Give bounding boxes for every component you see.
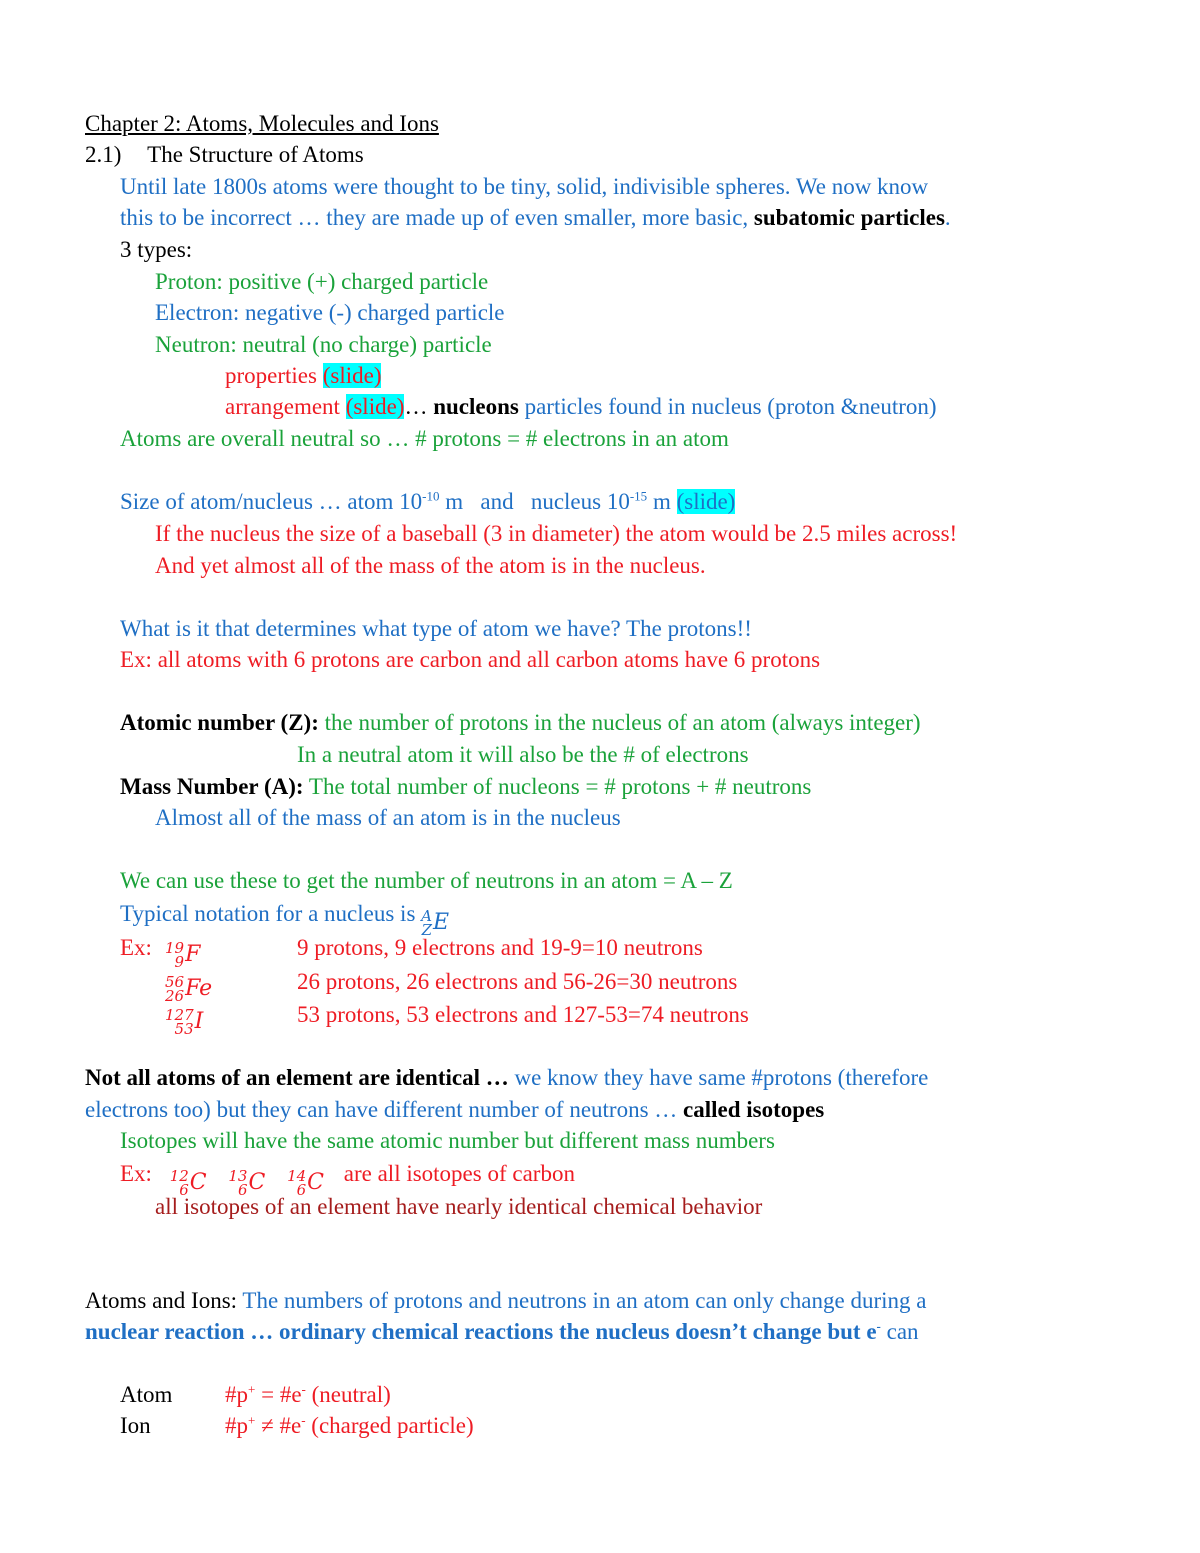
example-1-atomic: 9 bbox=[174, 953, 185, 971]
carbon-isotopes-ex-label: Ex: bbox=[120, 1161, 152, 1186]
notation-element-symbol: E bbox=[433, 910, 450, 935]
ion-def-c: (charged particle) bbox=[305, 1413, 474, 1438]
size-text-c: m bbox=[647, 489, 671, 514]
atomic-number-label: Atomic number (Z): bbox=[120, 710, 319, 735]
example-nuclide-1 bbox=[165, 932, 200, 969]
atom-label: Atom bbox=[120, 1382, 173, 1407]
nucleons-def: particles found in nucleus (proton &neutron) bbox=[524, 394, 937, 419]
slide-link-properties[interactable]: (slide) bbox=[322, 363, 382, 388]
atoms-ions-text-c: can bbox=[880, 1319, 919, 1344]
isotopes-term: isotopes bbox=[746, 1097, 825, 1122]
example-2-symbol: Fe bbox=[185, 976, 213, 1001]
page-title: Chapter 2: Atoms, Molecules and Ions bbox=[85, 111, 439, 136]
neutron-def: Neutron: neutral (no charge) particle bbox=[155, 332, 492, 357]
section-number: 2.1) bbox=[85, 142, 122, 167]
atom-def-c: (neutral) bbox=[305, 1382, 391, 1407]
intro-line-2-text: this to be incorrect … they are made up of even smaller, more basic, bbox=[120, 205, 749, 230]
atoms-ions-text-a: The numbers of protons and neutrons in an atom can only change during a bbox=[242, 1288, 927, 1313]
ion-definition bbox=[225, 1412, 474, 1440]
neutrons-calc: We can use these to get the number of neutrons in an atom = A – Z bbox=[120, 868, 733, 893]
slide-link-arrangement[interactable]: (slide) bbox=[345, 394, 405, 419]
intro-line-2 bbox=[120, 204, 951, 232]
baseball-analogy: If the nucleus the size of a baseball (3 in diameter) the atom would be 2.5 miles across! bbox=[155, 521, 958, 546]
mass-number-label: Mass Number (A): bbox=[120, 774, 304, 799]
carbon-14-atomic: 6 bbox=[296, 1181, 307, 1199]
not-all-line-1 bbox=[85, 1064, 928, 1092]
neutral-statement: Atoms are overall neutral so … # protons = # electrons in an atom bbox=[120, 426, 729, 451]
section-title: The Structure of Atoms bbox=[147, 142, 364, 167]
intro-line-2-period: . bbox=[944, 205, 951, 230]
atom-def-b: = #e bbox=[255, 1382, 302, 1407]
ion-def-b: ≠ #e bbox=[255, 1413, 302, 1438]
example-3-mass: 127 bbox=[165, 1006, 194, 1024]
example-desc-3: 53 protons, 53 electrons and 127-53=74 neutrons bbox=[297, 1002, 749, 1027]
carbon-13-symbol: C bbox=[248, 1170, 266, 1195]
atom-def-a: #p bbox=[225, 1382, 248, 1407]
types-label: 3 types: bbox=[120, 237, 193, 262]
nucleons-term: nucleons bbox=[433, 394, 519, 419]
not-all-statement: Not all atoms of an element are identical … bbox=[85, 1065, 509, 1090]
properties-text: properties bbox=[225, 363, 317, 388]
atoms-ions-label: Atoms and Ions: bbox=[85, 1288, 238, 1313]
example-1-mass: 19 bbox=[165, 939, 185, 957]
carbon-12-mass: 12 bbox=[169, 1167, 189, 1185]
nucleus-size-exponent: -15 bbox=[629, 488, 648, 504]
notation-text: Typical notation for a nucleus is bbox=[120, 901, 416, 926]
atomic-number-line bbox=[120, 709, 921, 737]
atoms-ions-text-b: nuclear reaction … ordinary chemical reactions the nucleus doesn’t change but e bbox=[85, 1319, 877, 1344]
mass-in-nucleus: And yet almost all of the mass of the atom is in the nucleus. bbox=[155, 553, 706, 578]
proton-def: Proton: positive (+) charged particle bbox=[155, 269, 489, 294]
carbon-13-mass: 13 bbox=[228, 1167, 248, 1185]
example-2-mass: 56 bbox=[165, 973, 185, 991]
carbon-isotopes-line bbox=[120, 1160, 575, 1197]
mass-number-def: The total number of nucleons = # protons + # neutrons bbox=[308, 774, 812, 799]
not-all-text-c: electrons too) but they can have different number of neutrons … bbox=[85, 1097, 678, 1122]
electron-charge-sup: - bbox=[876, 1318, 881, 1334]
determines-question: What is it that determines what type of atom we have? The protons!! bbox=[120, 616, 752, 641]
nucleus-notation bbox=[421, 909, 449, 937]
atomic-number-note: In a neutral atom it will also be the # of electrons bbox=[297, 742, 749, 767]
carbon-12-symbol: C bbox=[189, 1170, 207, 1195]
carbon-14-mass: 14 bbox=[287, 1167, 307, 1185]
subatomic-particles-term: subatomic particles bbox=[753, 205, 945, 230]
ion-def-electron-sup: - bbox=[301, 1412, 306, 1428]
atom-definition bbox=[225, 1381, 391, 1409]
example-3-atomic: 53 bbox=[174, 1020, 194, 1038]
properties-line bbox=[225, 362, 381, 390]
ion-label: Ion bbox=[120, 1413, 151, 1438]
electron-def: Electron: negative (-) charged particle bbox=[155, 300, 505, 325]
example-nuclide-2 bbox=[165, 966, 212, 1003]
intro-line-1: Until late 1800s atoms were thought to be tiny, solid, indivisible spheres. We now know bbox=[120, 174, 929, 199]
example-2-atomic: 26 bbox=[165, 987, 185, 1005]
mass-number-line bbox=[120, 773, 811, 801]
size-text-b: m and nucleus 10 bbox=[439, 489, 630, 514]
notation-mass-number: A bbox=[421, 907, 432, 925]
arrangement-text: arrangement bbox=[225, 394, 340, 419]
size-text-a: Size of atom/nucleus … atom 10 bbox=[120, 489, 423, 514]
atomic-number-def: the number of protons in the nucleus of an atom (always integer) bbox=[324, 710, 921, 735]
isotopes-def: Isotopes will have the same atomic number but different mass numbers bbox=[120, 1128, 775, 1153]
atoms-ions-line-2 bbox=[85, 1318, 919, 1346]
carbon-isotopes-text: are all isotopes of carbon bbox=[343, 1161, 575, 1186]
not-all-line-2 bbox=[85, 1096, 824, 1124]
section-heading bbox=[85, 141, 364, 169]
carbon-13-atomic: 6 bbox=[237, 1181, 248, 1199]
slide-link-size[interactable]: (slide) bbox=[676, 489, 736, 514]
ion-def-proton-sup: + bbox=[248, 1412, 256, 1428]
isotopes-behavior: all isotopes of an element have nearly identical chemical behavior bbox=[155, 1194, 763, 1219]
example-3-symbol: I bbox=[194, 1009, 204, 1034]
atom-def-proton-sup: + bbox=[248, 1381, 256, 1397]
size-line bbox=[120, 488, 735, 516]
mass-number-note: Almost all of the mass of an atom is in the nucleus bbox=[155, 805, 621, 830]
atoms-ions-line-1 bbox=[85, 1287, 926, 1315]
example-desc-2: 26 protons, 26 electrons and 56-26=30 neutrons bbox=[297, 969, 738, 994]
not-all-text-b: we know they have same #protons (therefore bbox=[514, 1065, 929, 1090]
carbon-14-symbol: C bbox=[307, 1170, 325, 1195]
called-word: called bbox=[683, 1097, 741, 1122]
carbon-12-atomic: 6 bbox=[179, 1181, 189, 1199]
example-nuclide-3 bbox=[165, 999, 203, 1036]
example-desc-1: 9 protons, 9 electrons and 19-9=10 neutrons bbox=[297, 935, 703, 960]
examples-label: Ex: bbox=[120, 935, 152, 960]
example-1-symbol: F bbox=[185, 942, 201, 967]
ion-def-a: #p bbox=[225, 1413, 248, 1438]
arrangement-line bbox=[225, 393, 937, 421]
ellipsis: … bbox=[404, 394, 428, 419]
atom-size-exponent: -10 bbox=[422, 488, 440, 504]
notation-atomic-number: Z bbox=[421, 921, 432, 939]
carbon-example: Ex: all atoms with 6 protons are carbon and all carbon atoms have 6 protons bbox=[120, 647, 821, 672]
atom-def-electron-sup: - bbox=[301, 1381, 306, 1397]
